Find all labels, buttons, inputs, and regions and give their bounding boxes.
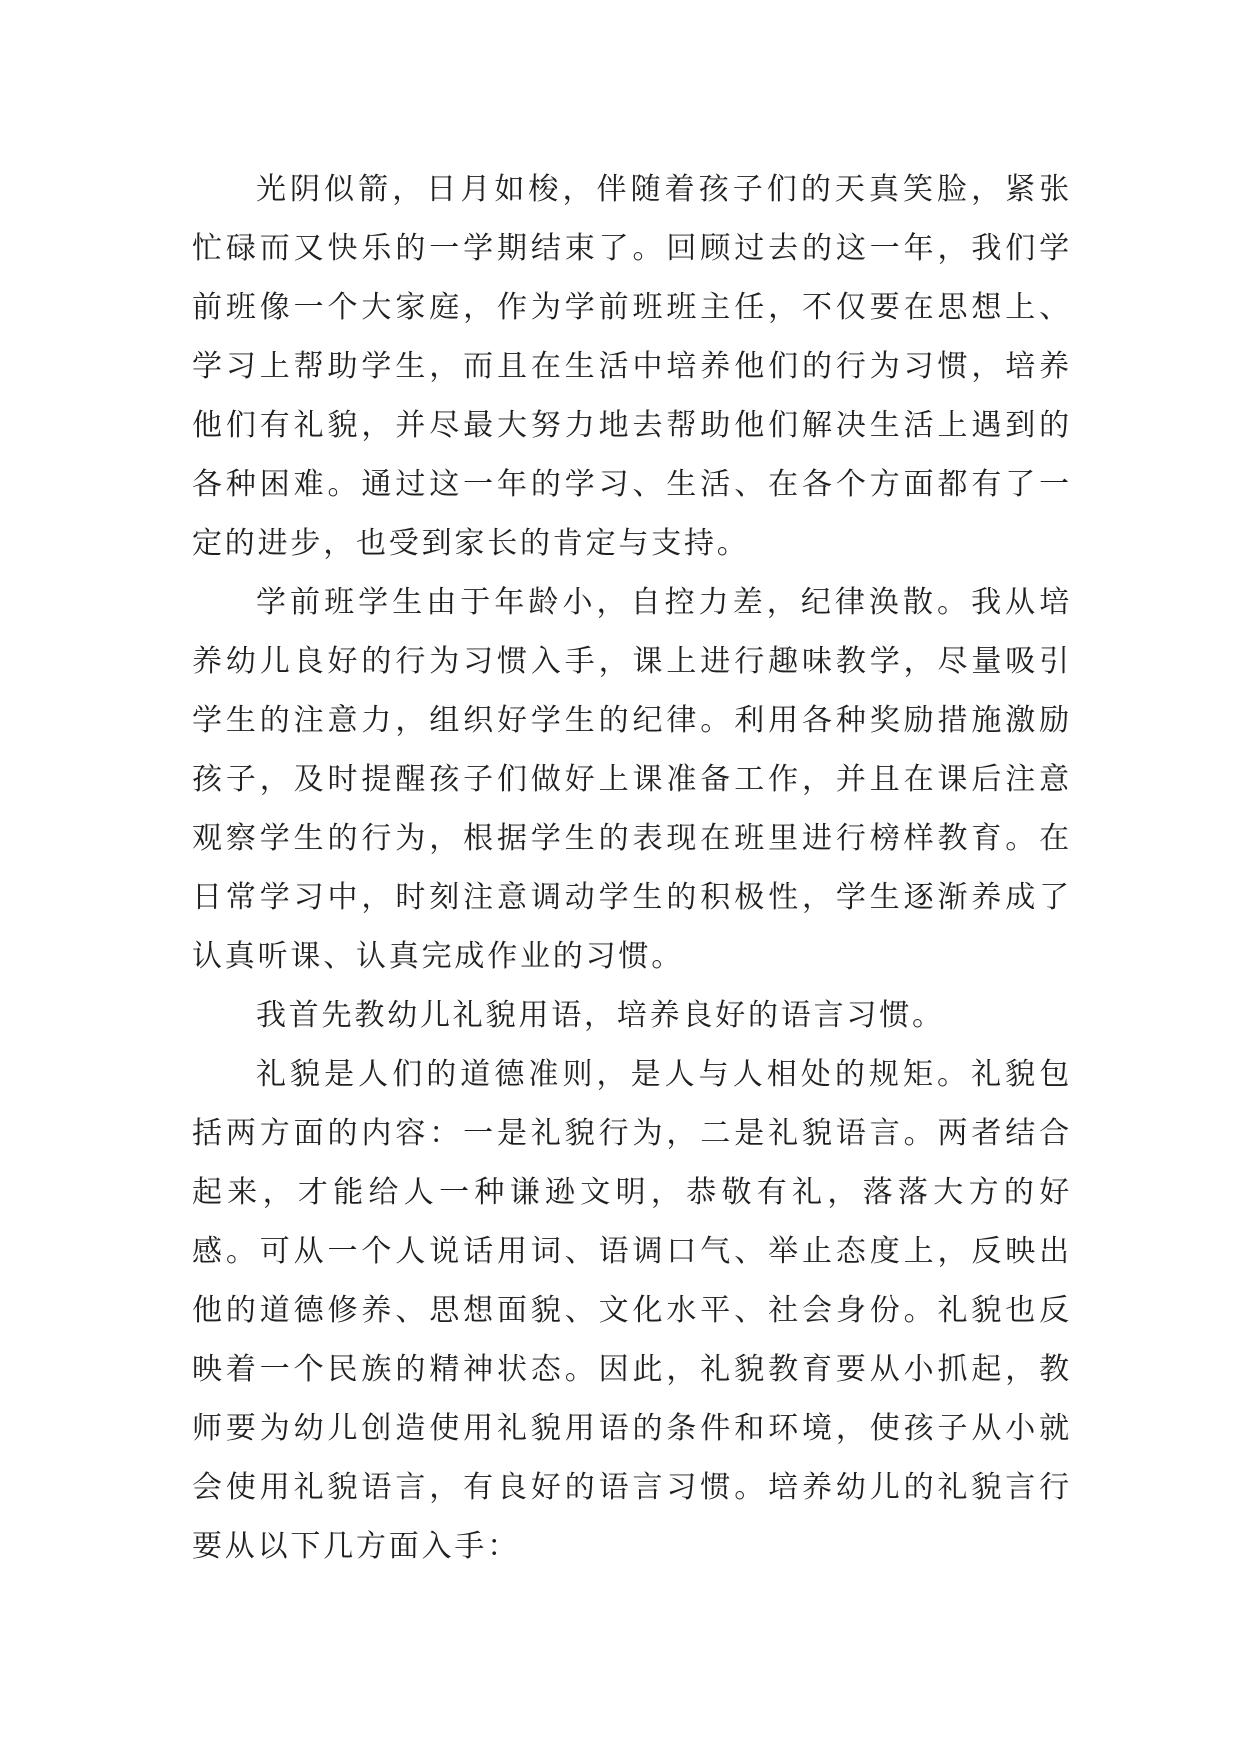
paragraph-etiquette: 礼貌是人们的道德准则，是人与人相处的规矩。礼貌包括两方面的内容：一是礼貌行为，二是礼貌语言。两者结合起来，才能给人一种谦逊文明，恭敬有礼，落落大方的好感。可从一个人说话用词、语调口气、举止态度上，反映出他的道德修养、思想面貌、文化水平、社会身份。礼貌也反映着一个民族的精神状态。因此，礼貌教育要从小抓起，教师要为幼儿创造使用礼貌用语的条件和环境，使孩子从小就会使用礼貌语言，有良好的语言习惯。培养幼儿的礼貌言行要从以下几方面入手： — [192, 1057, 1072, 1564]
paragraph-discipline: 学前班学生由于年龄小，自控力差，纪律涣散。我从培养幼儿良好的行为习惯入手，课上进行趣味教学，尽量吸引学生的注意力，组织好学生的纪律。利用各种奖励措施激励孩子，及时提醒孩子们做好上课准备工作，并且在课后注意观察学生的行为，根据学生的表现在班里进行榜样教育。在日常学习中，时刻注意调动学生的积极性，学生逐渐养成了认真听课、认真完成作业的习惯。 — [192, 585, 1072, 974]
document-body — [192, 160, 1072, 1576]
paragraph-intro: 光阴似箭，日月如梭，伴随着孩子们的天真笑脸，紧张忙碌而又快乐的一学期结束了。回顾过去的这一年，我们学前班像一个大家庭，作为学前班班主任，不仅要在思想上、学习上帮助学生，而且在生活中培养他们的行为习惯，培养他们有礼貌，并尽最大努力地去帮助他们解决生活上遇到的各种困难。通过这一年的学习、生活、在各个方面都有了一定的进步，也受到家长的肯定与支持。 — [192, 172, 1072, 561]
paragraph-polite-language: 我首先教幼儿礼貌用语，培养良好的语言习惯。 — [256, 998, 945, 1033]
